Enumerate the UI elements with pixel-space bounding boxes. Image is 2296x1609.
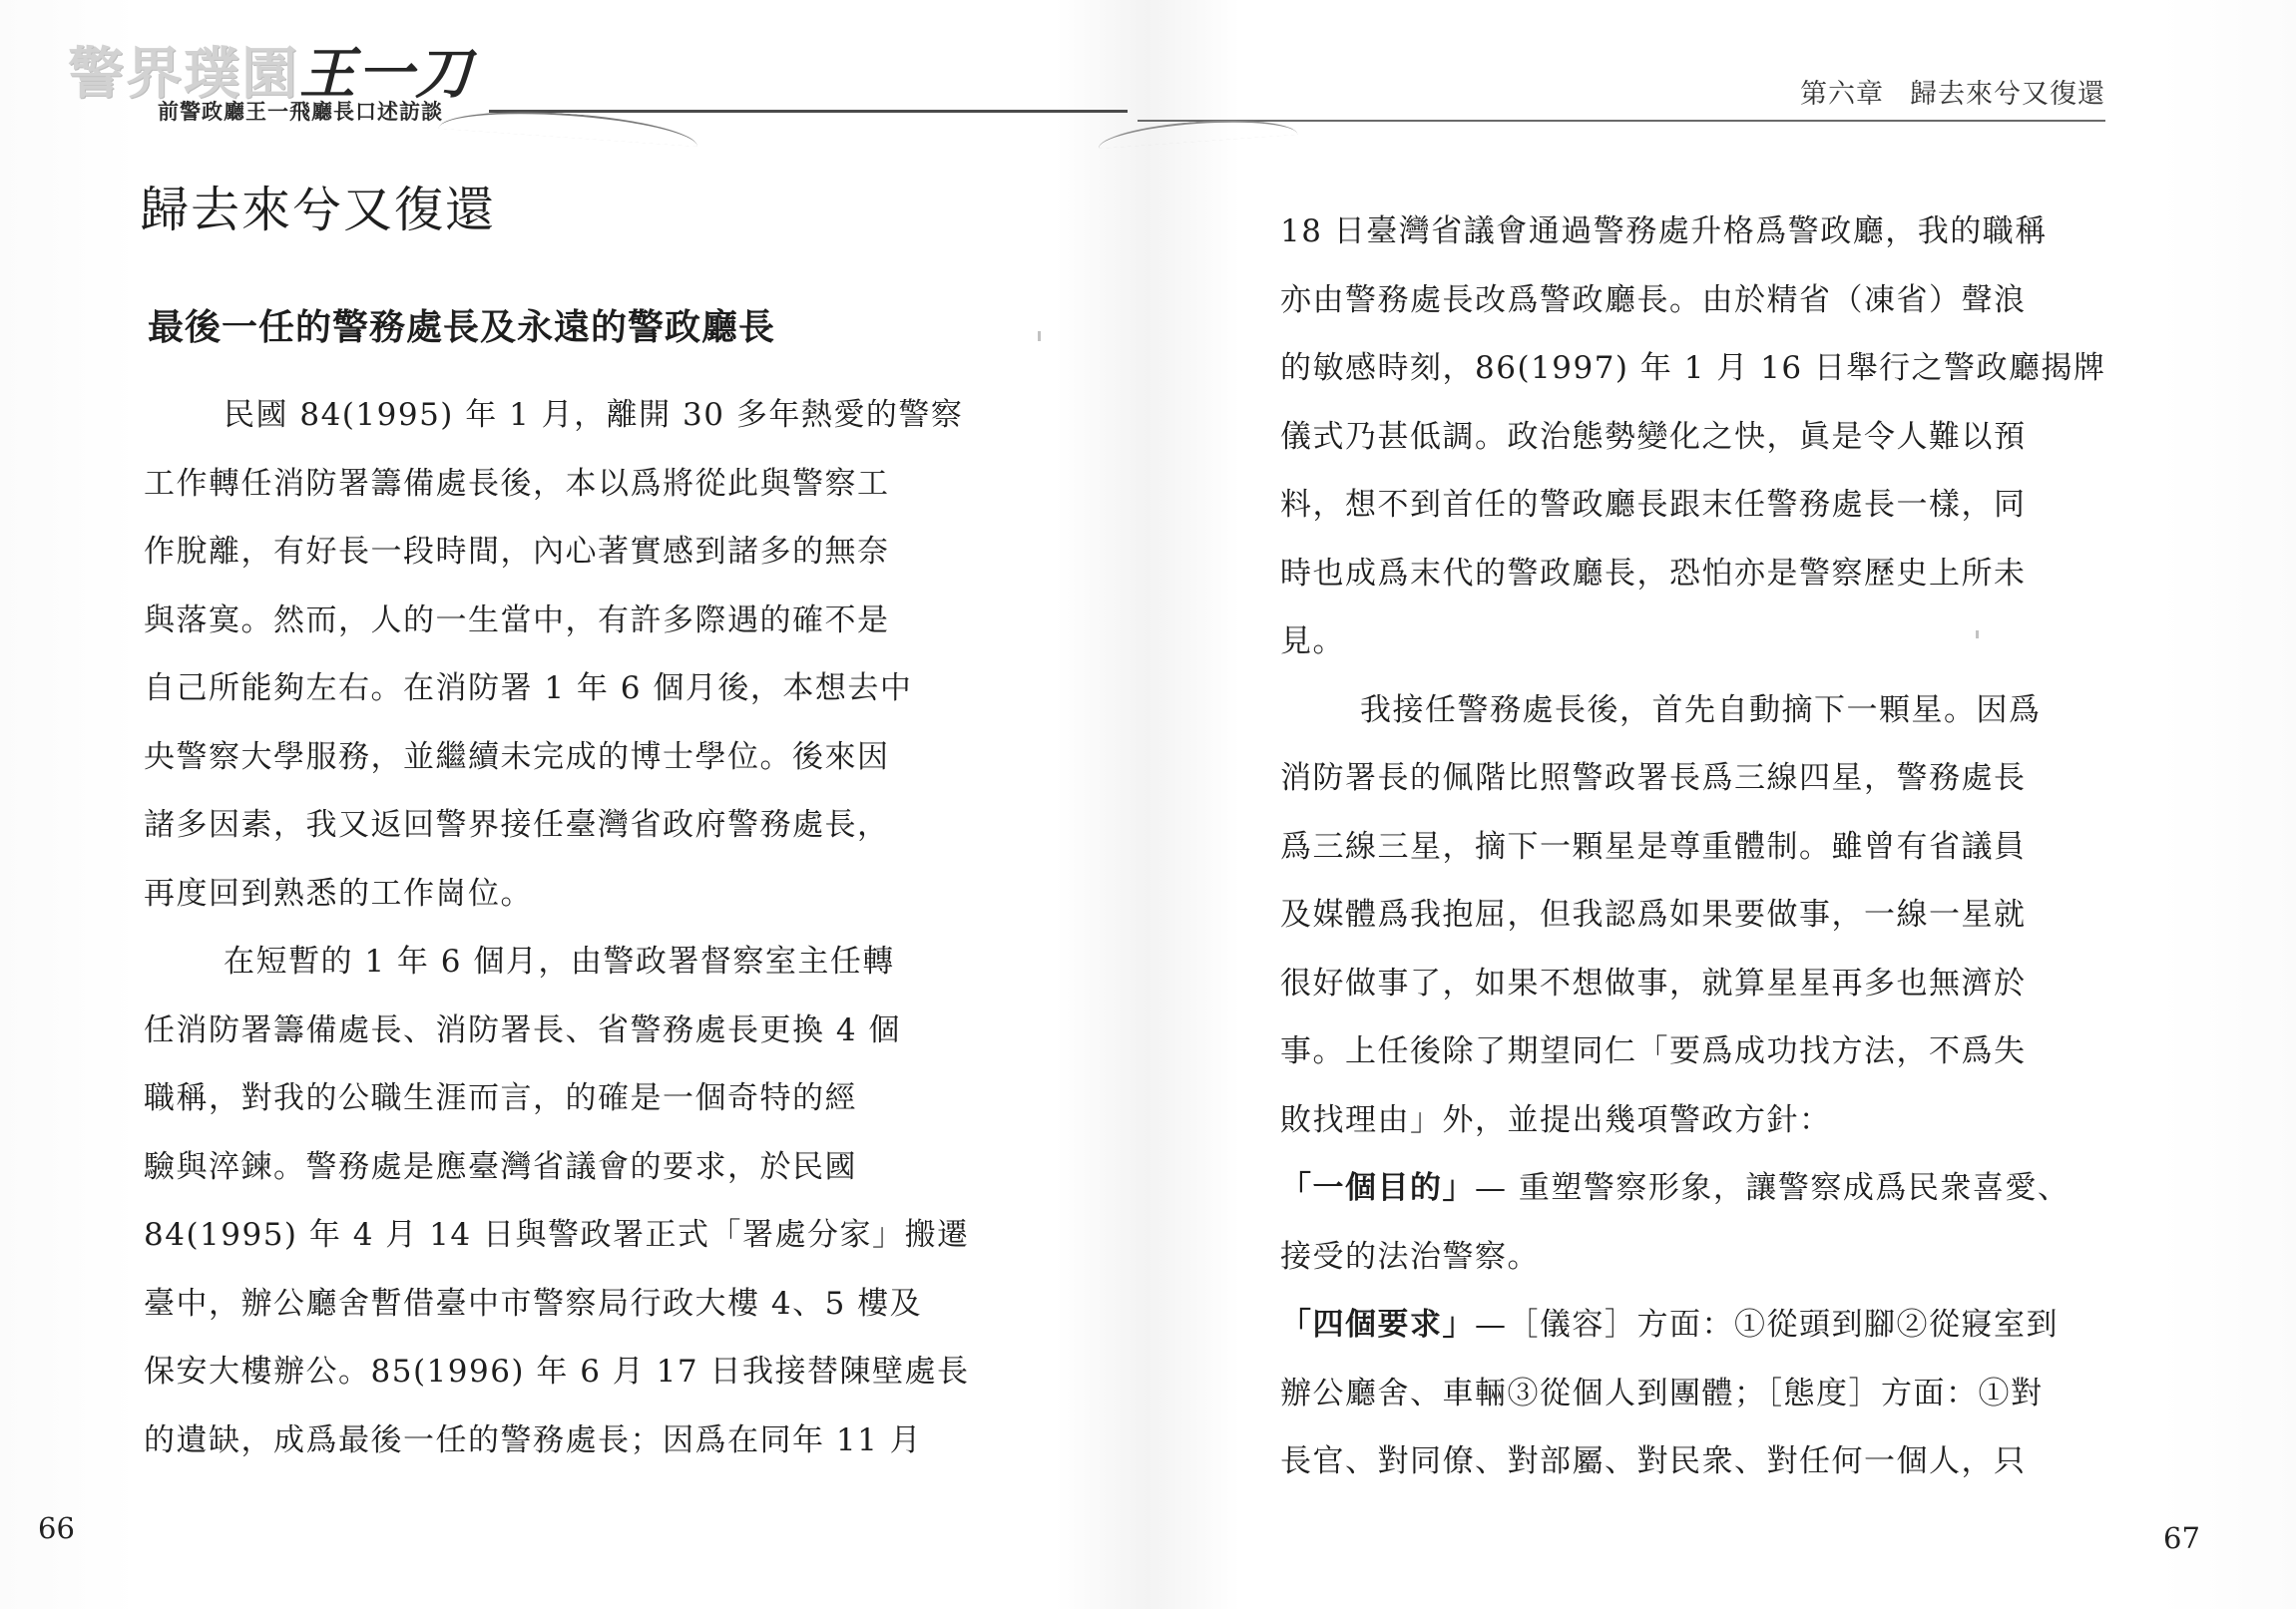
text-line: 時也成爲末代的警政廳長，恐怕亦是警察歷史上所未 — [1280, 555, 2027, 592]
text-line: 工作轉任消防署籌備處長後，本以爲將從此與警察工 — [144, 465, 890, 502]
text-line: 的遺缺，成爲最後一任的警務處長；因爲在同年 11 月 — [144, 1421, 923, 1458]
text-line: 事。上任後除了期望同仁「要爲成功找方法，不爲失 — [1280, 1033, 2027, 1069]
text-line: 央警察大學服務，並繼續未完成的博士學位。後來因 — [144, 738, 890, 775]
book-subtitle: 前警政廳王一飛廳長口述訪談 — [158, 100, 443, 124]
text-line: 自己所能夠左右。在消防署 1 年 6 個月後，本想去中 — [144, 670, 913, 706]
text-line: 諸多因素，我又返回警界接任臺灣省政府警務處長， — [144, 807, 890, 843]
text-line: 民國 84(1995) 年 1 月，離開 30 多年熱愛的警察 — [224, 397, 964, 433]
left-body-text — [144, 381, 983, 1474]
text-line: 保安大樓辦公。85(1996) 年 6 月 17 日我接替陳壁處長 — [144, 1354, 970, 1390]
text-line: 在短暫的 1 年 6 個月，由警政署督察室主任轉 — [224, 944, 895, 980]
text-line: 及媒體爲我抱屈，但我認爲如果要做事，一線一星就 — [1280, 897, 2027, 933]
text-line: 爲三線三星，摘下一顆星是尊重體制。雖曾有省議員 — [1280, 828, 2027, 865]
chapter-label: 第六章 — [1800, 79, 1884, 110]
text-line: 我接任警務處長後，首先自動摘下一顆星。因爲 — [1360, 691, 2042, 728]
policy-item-one — [1280, 1154, 2118, 1223]
text-line: 敗找理由」外，並提出幾項警政方針： — [1280, 1101, 1832, 1138]
scan-speck — [1976, 630, 1979, 638]
chapter-running-head — [1800, 72, 2105, 111]
page-number-right: 67 — [2163, 1521, 2200, 1555]
text-line: 很好做事了，如果不想做事，就算星星再多也無濟於 — [1280, 965, 2027, 1002]
text-line: 料，想不到首任的警政廳長跟末任警務處長一樣，同 — [1280, 487, 2027, 523]
text-line: 作脫離，有好長一段時間，內心著實感到諸多的無奈 — [144, 534, 890, 570]
text-line: 18 日臺灣省議會通過警務處升格爲警政廳，我的職稱 — [1280, 213, 2048, 249]
text-line: 長官、對同僚、對部屬、對民衆、對任何一個人，只 — [1280, 1443, 2027, 1479]
policy-item-two — [1280, 1291, 2118, 1360]
book-title-name: 王一刀 — [299, 42, 473, 107]
text-line: 消防署長的佩階比照警政署長爲三線四星，警務處長 — [1280, 760, 2027, 796]
text-line: 與落寞。然而，人的一生當中，有許多際遇的確不是 — [144, 602, 890, 638]
header-rule — [489, 110, 1128, 113]
text-line: 臺中，辦公廳舍暫借臺中市警察局行政大樓 4、5 樓及 — [144, 1285, 923, 1322]
text-line: 接受的法治警察。 — [1280, 1238, 1540, 1275]
text-line: 的敏感時刻，86(1997) 年 1 月 16 日舉行之警政廳揭牌 — [1280, 350, 2106, 386]
section-title: 最後一任的警務處長及永遠的警政廳長 — [148, 307, 776, 348]
page-number-left: 66 — [38, 1511, 75, 1545]
book-title-faded: 警界璞園 — [68, 42, 299, 107]
right-running-header — [1098, 60, 2115, 130]
text-line: 辦公廳舍、車輛③從個人到團體；［態度］方面：①對 — [1280, 1375, 2044, 1411]
left-page — [140, 180, 983, 1466]
policy-item-two-text: —［儀容］方面：①從頭到腳②從寢室到 — [1475, 1307, 2059, 1343]
text-line: 任消防署籌備處長、消防署長、省警務處長更換 4 個 — [144, 1011, 901, 1048]
text-line: 職稱，對我的公職生涯而言，的確是一個奇特的經 — [144, 1080, 857, 1116]
left-running-header — [60, 22, 1118, 132]
text-line: 驗與淬鍊。警務處是應臺灣省議會的要求，於民國 — [144, 1148, 857, 1185]
policy-item-one-label: 「一個目的」 — [1280, 1170, 1475, 1206]
chapter-name: 歸去來兮又復還 — [1910, 79, 2105, 110]
right-page — [1280, 198, 2118, 1494]
policy-item-two-label: 「四個要求」 — [1280, 1307, 1475, 1343]
text-line: 亦由警務處長改爲警政廳長。由於精省（凍省）聲浪 — [1280, 281, 2027, 318]
scan-speck — [1038, 331, 1041, 341]
text-line: 儀式乃甚低調。政治態勢變化之快，眞是令人難以預 — [1280, 418, 2027, 455]
policy-item-one-text: — 重塑警察形象，讓警察成爲民衆喜愛、 — [1475, 1170, 2070, 1206]
text-line: 見。 — [1280, 623, 1345, 659]
text-line: 84(1995) 年 4 月 14 日與警政署正式「署處分家」搬遷 — [144, 1217, 970, 1253]
text-line: 再度回到熟悉的工作崗位。 — [144, 875, 533, 912]
header-rule — [1138, 120, 2105, 122]
chapter-title: 歸去來兮又復還 — [140, 182, 497, 238]
